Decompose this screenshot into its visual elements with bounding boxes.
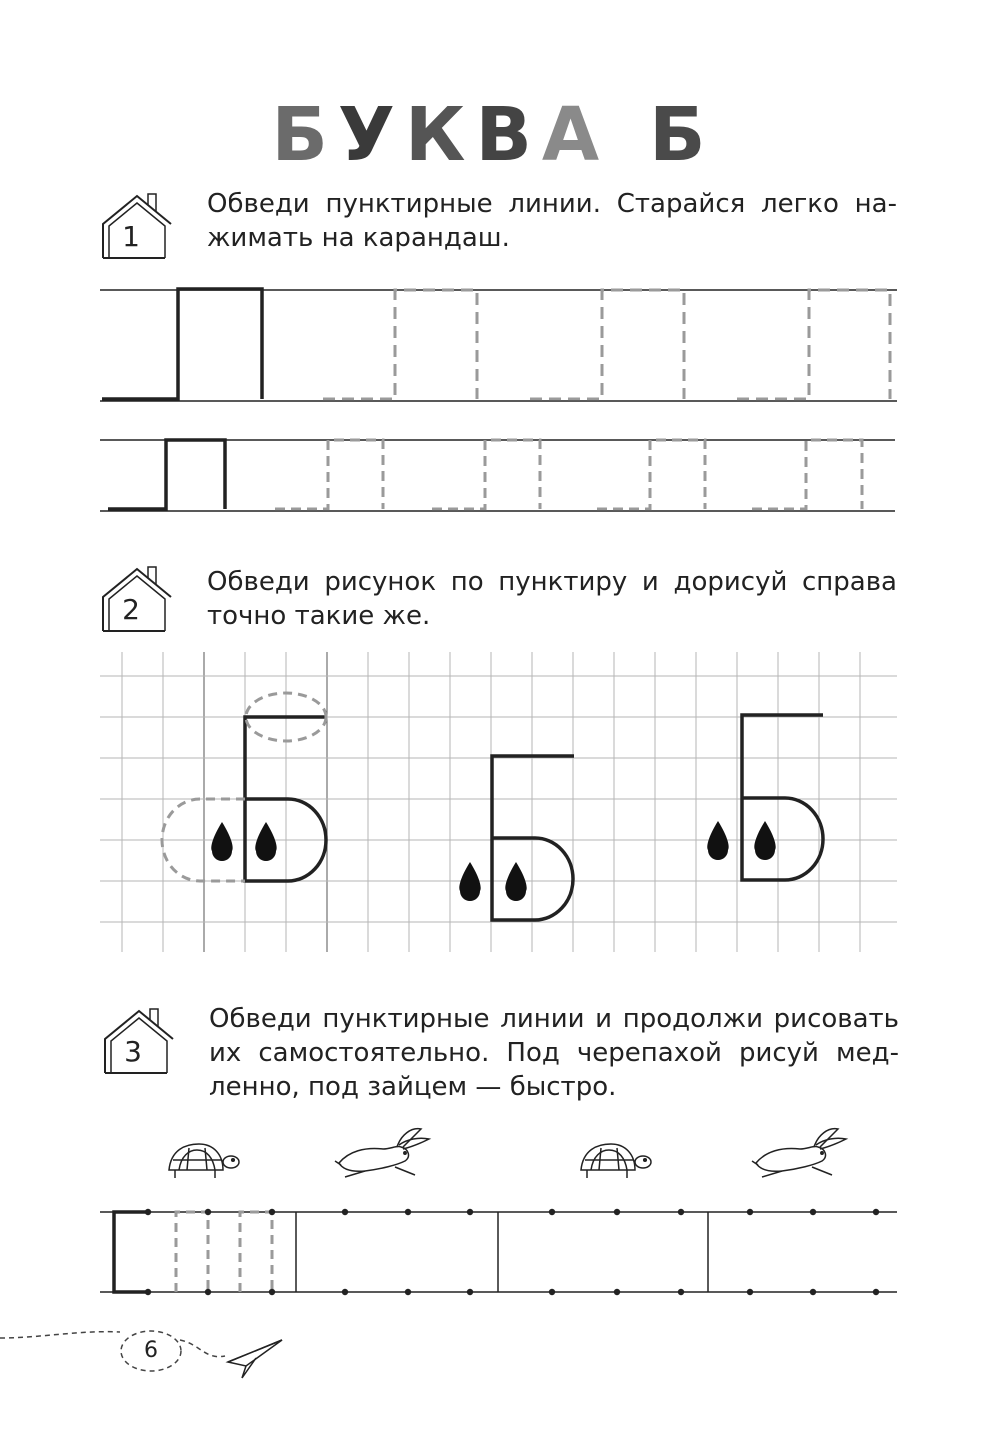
- turtle-icon: [169, 1144, 239, 1178]
- rabbit-icon: [335, 1129, 429, 1177]
- title-letter: В: [475, 92, 542, 178]
- title-letter: К: [404, 92, 476, 178]
- task-text: Обведи рисунок по пунктиру и дорисуй справа точно такие же.: [207, 567, 897, 631]
- exercise-3-dots: [145, 1209, 879, 1295]
- exercise-1-large-row: [100, 289, 897, 401]
- task-number: 1: [122, 220, 140, 253]
- paper-plane-icon: [228, 1340, 282, 1378]
- title-letter: А: [541, 92, 610, 178]
- title-letter: Б: [271, 92, 338, 178]
- title-letter: У: [337, 92, 405, 178]
- exercise-3-rails: [100, 1212, 897, 1292]
- task-text: Обведи пунктирные линии и продолжи рисовать их самостоятельно. Под черепахой рисуй мед-ленно, под зайцем — быстро.: [209, 1004, 899, 1102]
- title-letter: Б: [649, 92, 716, 178]
- page-number: 6: [144, 1338, 158, 1363]
- exercise-2-grid: [100, 652, 897, 952]
- exercise-2-letters: [245, 715, 823, 920]
- footer-dashed-trail: [0, 1331, 225, 1371]
- turtle-icon: [581, 1144, 651, 1178]
- task-number: 2: [122, 593, 140, 626]
- task-number: 3: [124, 1035, 142, 1068]
- exercise-1-small-row: [100, 440, 895, 511]
- task-text: Обведи пунктирные линии. Старайся легко на-жимать на карандаш.: [207, 189, 897, 253]
- rabbit-icon: [752, 1129, 846, 1177]
